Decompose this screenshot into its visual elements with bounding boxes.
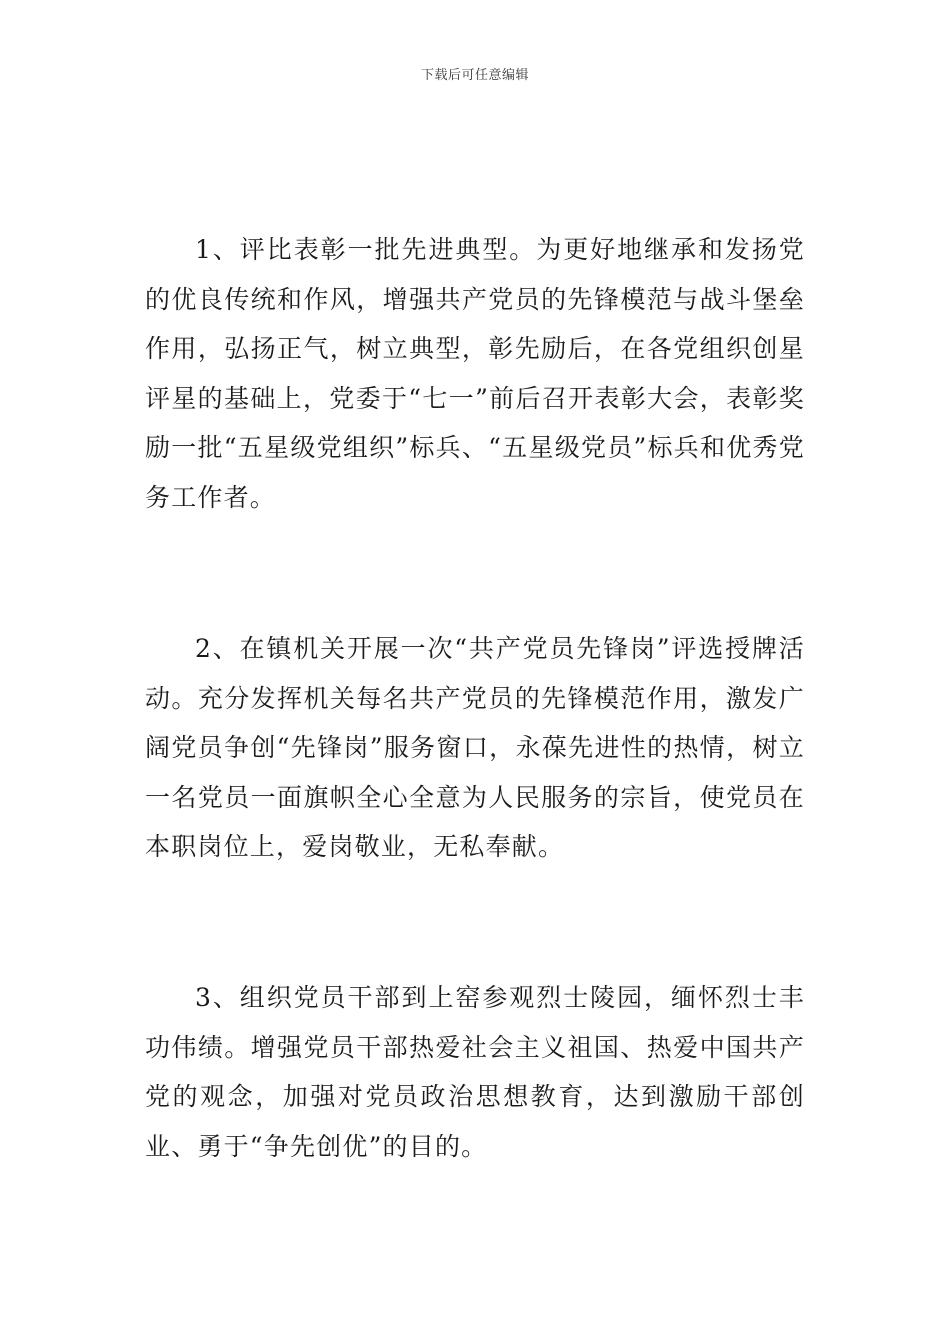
paragraph-item-3: 3、组织党员干部到上窑参观烈士陵园，缅怀烈士丰功伟绩。增强党员干部热爱社会主义祖国、热爱中国共产党的观念，加强对党员政治思想教育，达到激励干部创业、勇于“争先创优”的目的。 xyxy=(145,983,805,1161)
page-header: 下载后可任意编辑 xyxy=(420,68,529,83)
paragraph-item-2: 2、在镇机关开展一次“共产党员先锋岗”评选授牌活动。充分发挥机关每名共产党员的先锋模范作用，激发广阔党员争创“先锋岗”服务窗口，永葆先进性的热情，树立一名党员一面旗帜全心全意为人民服务的宗旨，使党员在本职岗位上，爱岗敬业，无私奉献。 xyxy=(145,634,805,861)
paragraph-item-1: 1、评比表彰一批先进典型。为更好地继承和发扬党的优良传统和作风，增强共产党员的先锋模范与战斗堡垒作用，弘扬正气，树立典型，彰先励后，在各党组织创星评星的基础上，党委于“七一”前后召开表彰大会，表彰奖励一批“五星级党组织”标兵、“五星级党员”标兵和优秀党务工作者。 xyxy=(145,235,805,512)
